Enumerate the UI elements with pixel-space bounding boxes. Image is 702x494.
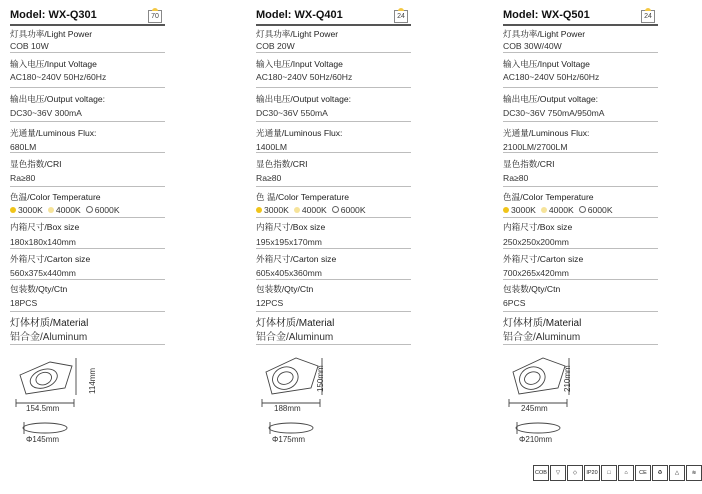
row-separator bbox=[503, 311, 658, 312]
spec-flux-value: 680LM bbox=[10, 142, 37, 152]
title-underline bbox=[503, 24, 658, 26]
spec-output-label: 输出电压/Output voltage: bbox=[10, 94, 106, 104]
lamp-dimension-drawing bbox=[256, 350, 406, 445]
row-separator bbox=[256, 217, 411, 218]
row-separator bbox=[256, 311, 411, 312]
spec-flux-value: 1400LM bbox=[256, 142, 288, 152]
dimension-height: 114mm bbox=[88, 367, 97, 394]
row-separator bbox=[503, 52, 658, 53]
spec-material-value: 铝合金/Aluminum bbox=[10, 332, 88, 343]
row-separator bbox=[10, 217, 165, 218]
warranty-badge: 70 bbox=[148, 10, 162, 23]
spec-input-label: 输入电压/Input Voltage bbox=[503, 59, 590, 69]
indoor-icon: ⌂ bbox=[618, 465, 634, 481]
spec-power-value: COB 20W bbox=[256, 41, 295, 51]
spec-output-label: 输出电压/Output voltage: bbox=[503, 94, 599, 104]
spec-power-value: COB 30W/40W bbox=[503, 41, 562, 51]
row-separator bbox=[503, 344, 658, 345]
spec-carton-value: 605x405x360mm bbox=[256, 268, 322, 278]
warm-dot-icon bbox=[256, 207, 262, 213]
spec-power-value: COB 10W bbox=[10, 41, 49, 51]
warm-dot-icon bbox=[503, 207, 509, 213]
spec-box-value: 250x250x200mm bbox=[503, 237, 569, 247]
spec-cct-label: 色温/Color Temperature bbox=[10, 192, 101, 202]
spec-flux-label: 光通量/Luminous Flux: bbox=[10, 128, 97, 138]
spec-box-value: 180x180x140mm bbox=[10, 237, 76, 247]
lamp-dimension-drawing bbox=[503, 350, 653, 445]
model-title: Model: WX-Q501 bbox=[503, 9, 590, 21]
spec-qty-value: 12PCS bbox=[256, 298, 284, 308]
row-separator bbox=[10, 311, 165, 312]
spec-input-value: AC180~240V 50Hz/60Hz bbox=[503, 72, 600, 82]
row-separator bbox=[503, 186, 658, 187]
neutral-dot-icon bbox=[294, 207, 300, 213]
spec-output-value: DC30~36V 550mA bbox=[256, 108, 328, 118]
model-title: Model: WX-Q301 bbox=[10, 9, 97, 21]
cool-dot-icon bbox=[86, 206, 93, 213]
row-separator bbox=[503, 217, 658, 218]
row-separator bbox=[10, 152, 165, 153]
row-separator bbox=[256, 121, 411, 122]
title-underline bbox=[256, 24, 411, 26]
row-separator bbox=[256, 248, 411, 249]
spec-cri-value: Ra≥80 bbox=[256, 173, 282, 183]
row-separator bbox=[256, 344, 411, 345]
color-temperature-options: 3000K 4000K 6000K bbox=[10, 205, 165, 216]
spec-power-label: 灯具功率/Light Power bbox=[10, 29, 93, 39]
spec-material-label: 灯体材质/Material bbox=[256, 318, 335, 329]
color-temperature-options: 3000K 4000K 6000K bbox=[256, 205, 411, 216]
dimension-cutout: Φ145mm bbox=[26, 435, 60, 444]
spec-cct-label: 色 温/Color Temperature bbox=[256, 192, 349, 202]
spec-material-value: 铝合金/Aluminum bbox=[503, 332, 581, 343]
cool-dot-icon bbox=[332, 206, 339, 213]
warning-icon: △ bbox=[669, 465, 685, 481]
spec-cri-value: Ra≥80 bbox=[10, 173, 36, 183]
spec-input-label: 输入电压/Input Voltage bbox=[10, 59, 97, 69]
warranty-badge: 24 bbox=[641, 10, 655, 23]
row-separator bbox=[256, 52, 411, 53]
spec-carton-label: 外箱尺寸/Carton size bbox=[256, 254, 337, 264]
spec-cri-label: 显色指数/CRI bbox=[256, 159, 308, 169]
spec-box-value: 195x195x170mm bbox=[256, 237, 322, 247]
color-temperature-options: 3000K 4000K 6000K bbox=[503, 205, 658, 216]
spec-cct-label: 色温/Color Temperature bbox=[503, 192, 594, 202]
spec-material-value: 铝合金/Aluminum bbox=[256, 332, 334, 343]
row-separator bbox=[256, 152, 411, 153]
warm-dot-icon bbox=[10, 207, 16, 213]
spec-input-value: AC180~240V 50Hz/60Hz bbox=[10, 72, 107, 82]
spec-box-label: 内箱尺寸/Box size bbox=[503, 222, 573, 232]
row-separator bbox=[256, 186, 411, 187]
row-separator bbox=[503, 87, 658, 88]
title-underline bbox=[10, 24, 165, 26]
row-separator bbox=[503, 279, 658, 280]
class2-icon: □ bbox=[601, 465, 617, 481]
row-separator bbox=[10, 248, 165, 249]
neutral-dot-icon bbox=[541, 207, 547, 213]
dimming-icon: ◇ bbox=[567, 465, 583, 481]
row-separator bbox=[503, 248, 658, 249]
row-separator bbox=[10, 52, 165, 53]
spec-qty-value: 18PCS bbox=[10, 298, 38, 308]
driver-icon: ▽ bbox=[550, 465, 566, 481]
spec-qty-label: 包装数/Qty/Ctn bbox=[10, 284, 68, 294]
row-separator bbox=[10, 87, 165, 88]
dimension-width: 188mm bbox=[274, 404, 301, 413]
row-separator bbox=[503, 152, 658, 153]
spec-qty-label: 包装数/Qty/Ctn bbox=[256, 284, 314, 294]
spec-power-label: 灯具功率/Light Power bbox=[256, 29, 339, 39]
spec-flux-label: 光通量/Luminous Flux: bbox=[503, 128, 590, 138]
dimension-height: 150mm bbox=[316, 365, 325, 392]
dimension-width: 245mm bbox=[521, 404, 548, 413]
spec-carton-label: 外箱尺寸/Carton size bbox=[10, 254, 91, 264]
spec-input-value: AC180~240V 50Hz/60Hz bbox=[256, 72, 353, 82]
spec-box-label: 内箱尺寸/Box size bbox=[256, 222, 326, 232]
spec-carton-label: 外箱尺寸/Carton size bbox=[503, 254, 584, 264]
cool-dot-icon bbox=[579, 206, 586, 213]
spec-power-label: 灯具功率/Light Power bbox=[503, 29, 586, 39]
dimension-height: 210mm bbox=[563, 365, 572, 392]
row-separator bbox=[256, 279, 411, 280]
cob-icon: COB bbox=[533, 465, 549, 481]
spec-material-label: 灯体材质/Material bbox=[503, 318, 582, 329]
spec-carton-value: 560x375x440mm bbox=[10, 268, 76, 278]
spec-flux-label: 光通量/Luminous Flux: bbox=[256, 128, 343, 138]
spec-output-value: DC30~36V 750mA/950mA bbox=[503, 108, 605, 118]
lamp-dimension-drawing bbox=[10, 350, 160, 445]
row-separator bbox=[256, 87, 411, 88]
spec-qty-value: 6PCS bbox=[503, 298, 526, 308]
dimension-cutout: Φ175mm bbox=[272, 435, 306, 444]
spec-output-label: 输出电压/Output voltage: bbox=[256, 94, 352, 104]
row-separator bbox=[10, 121, 165, 122]
neutral-dot-icon bbox=[48, 207, 54, 213]
row-separator bbox=[10, 186, 165, 187]
model-title: Model: WX-Q401 bbox=[256, 9, 343, 21]
spec-material-label: 灯体材质/Material bbox=[10, 318, 89, 329]
spec-cri-value: Ra≥80 bbox=[503, 173, 529, 183]
spec-qty-label: 包装数/Qty/Ctn bbox=[503, 284, 561, 294]
dimension-width: 154.5mm bbox=[26, 404, 60, 413]
spec-carton-value: 700x265x420mm bbox=[503, 268, 569, 278]
ac-icon: ≋ bbox=[686, 465, 702, 481]
spec-cri-label: 显色指数/CRI bbox=[10, 159, 62, 169]
spec-output-value: DC30~36V 300mA bbox=[10, 108, 82, 118]
ip20-icon: IP20 bbox=[584, 465, 600, 481]
rohs-icon: ♻ bbox=[652, 465, 668, 481]
dimension-cutout: Φ210mm bbox=[519, 435, 553, 444]
spec-box-label: 内箱尺寸/Box size bbox=[10, 222, 80, 232]
spec-cri-label: 显色指数/CRI bbox=[503, 159, 555, 169]
spec-input-label: 输入电压/Input Voltage bbox=[256, 59, 343, 69]
spec-flux-value: 2100LM/2700LM bbox=[503, 142, 568, 152]
row-separator bbox=[10, 344, 165, 345]
row-separator bbox=[503, 121, 658, 122]
row-separator bbox=[10, 279, 165, 280]
warranty-badge: 24 bbox=[394, 10, 408, 23]
ce-icon: CE bbox=[635, 465, 651, 481]
